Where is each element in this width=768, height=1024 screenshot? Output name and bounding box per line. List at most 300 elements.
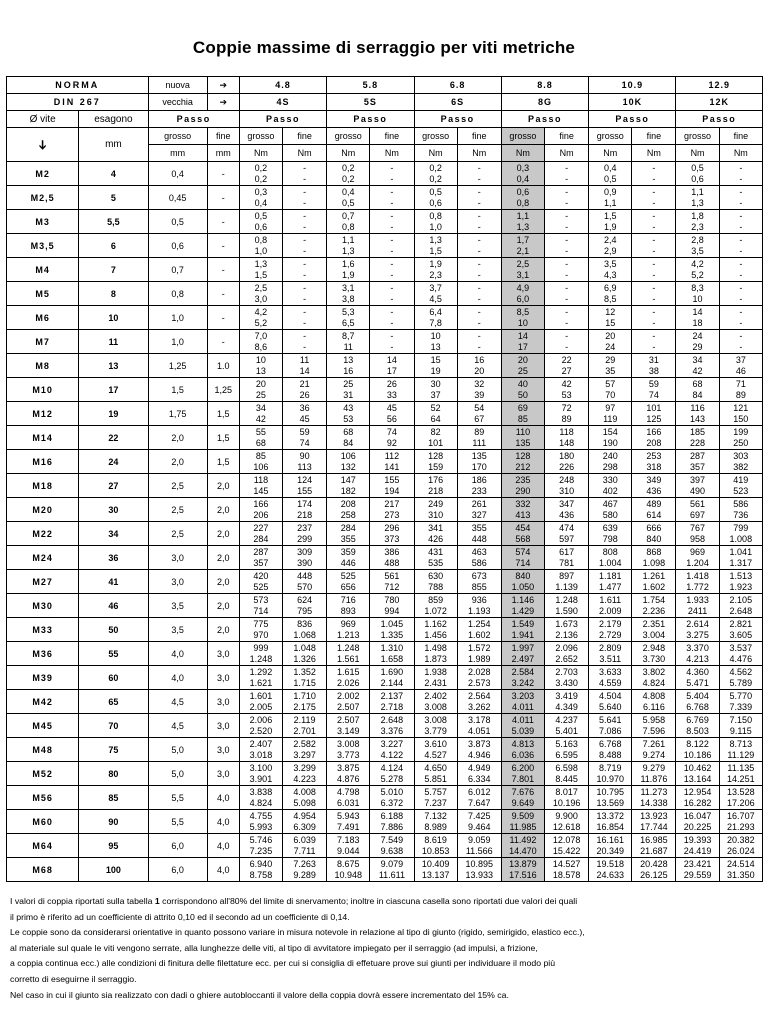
torque-value-mu014: 4,3 [603,269,617,280]
torque-value-mu010: 666 [646,522,662,533]
torque-value-mu010: - [565,186,569,197]
torque-value-mu010: - [739,282,743,293]
pitch-fine: - [207,162,239,186]
torque-value-mu010: 8.122 [686,738,709,749]
torque-cell [589,858,632,882]
class-nuova: 10.9 [589,77,676,94]
torque-cell [457,834,501,858]
torque-value-mu014: 1.193 [467,605,491,616]
torque-value-mu014: 570 [297,581,313,592]
pitch-fine: 4,0 [207,858,239,882]
torque-value-mu014: 1.326 [293,653,316,664]
screw-size: M3 [7,210,79,234]
torque-value-mu014: 2.520 [249,725,273,736]
torque-cell [327,714,370,738]
table-row [7,786,763,810]
unit-nm: Nm [545,145,589,162]
torque-cell [327,210,370,234]
pitch-coarse: 1,75 [148,402,207,426]
torque-cell [283,594,327,618]
torque-value-mu014: 3.262 [467,701,491,712]
torque-value-mu014: 1.477 [598,581,622,592]
torque-value-mu014: 4.011 [511,701,534,712]
torque-value-mu010: 1,1 [342,234,355,245]
torque-value-mu010: 454 [515,522,531,533]
torque-cell [545,186,589,210]
torque-cell [283,498,327,522]
torque-value-mu014: 3.149 [337,725,360,736]
torque-value-mu010: 155 [384,474,400,485]
torque-value-mu010: 2.584 [511,666,535,677]
torque-cell [545,810,589,834]
torque-value-mu010: 0,2 [429,162,442,173]
torque-cell [676,282,719,306]
torque-cell [545,450,589,474]
torque-value-mu010: 128 [515,450,531,461]
torque-cell [327,402,370,426]
class-nuova: 5.8 [327,77,414,94]
torque-value-mu010: 59 [299,426,310,437]
torque-value-mu014: 298 [602,461,618,472]
torque-value-mu014: 2.573 [467,677,491,688]
torque-value-mu014: 798 [602,533,618,544]
torque-value-mu010: 237 [297,522,313,533]
torque-value-mu010: 5.770 [729,690,753,701]
torque-value-mu010: 0,5 [429,186,442,197]
torque-cell [327,690,370,714]
torque-value-mu014: 5.471 [686,677,709,688]
hex-size: 80 [79,762,148,786]
torque-cell [589,498,632,522]
torque-cell [545,282,589,306]
torque-value-mu014: 357 [253,557,269,568]
torque-cell [632,330,676,354]
torque-value-mu010: - [477,186,481,197]
torque-value-mu010: 4.011 [511,714,534,725]
torque-cell [501,594,544,618]
torque-cell [327,570,370,594]
torque-value-mu014: 170 [471,461,487,472]
pitch-coarse: 3,0 [148,570,207,594]
vecchia-label: vecchia [148,94,207,111]
table-row [7,210,763,234]
screw-size: M16 [7,450,79,474]
torque-value-mu010: 13.879 [509,858,537,869]
torque-value-mu014: - [390,245,394,256]
torque-cell [676,714,719,738]
torque-cell [370,810,414,834]
table-row [7,450,763,474]
torque-value-mu014: 119 [603,413,618,424]
torque-value-mu010: - [739,258,743,269]
torque-value-mu010: 0,4 [603,162,617,173]
torque-value-mu014: 355 [340,533,356,544]
hex-size: 95 [79,834,148,858]
torque-cell [719,186,762,210]
torque-value-mu010: - [652,186,656,197]
torque-value-mu014: 535 [428,557,444,568]
torque-value-mu010: 4.954 [293,810,316,821]
pitch-coarse: 0,6 [148,234,207,258]
torque-cell [414,618,457,642]
torque-value-mu010: 617 [559,546,575,557]
torque-cell [676,858,719,882]
torque-cell [370,162,414,186]
torque-cell [239,714,282,738]
torque-value-mu014: 9.638 [380,845,404,856]
torque-value-mu014: 8,6 [254,341,268,352]
torque-value-mu010: 775 [253,618,269,629]
torque-cell [589,690,632,714]
torque-value-mu014: - [390,173,394,184]
torque-cell [545,306,589,330]
torque-value-mu010: - [739,210,743,221]
torque-value-mu014: 795 [297,605,313,616]
header-row-subcols [7,128,763,145]
torque-cell [676,186,719,210]
torque-value-mu010: 9.900 [555,810,578,821]
torque-value-mu014: 7.596 [642,725,666,736]
torque-value-mu014: 4.946 [467,749,491,760]
torque-value-mu010: 799 [733,522,749,533]
torque-value-mu010: - [390,162,394,173]
torque-value-mu014: - [652,173,656,184]
torque-value-mu014: - [477,293,481,304]
torque-cell [370,570,414,594]
torque-value-mu014: 568 [515,533,531,544]
torque-value-mu014: 1,1 [603,197,617,208]
screw-size: M8 [7,354,79,378]
table-row [7,402,763,426]
torque-cell [327,498,370,522]
torque-cell [457,330,501,354]
torque-cell [283,162,327,186]
torque-value-mu010: 3.873 [467,738,491,749]
torque-value-mu010: 4.124 [380,762,404,773]
class-vecchia: 10K [589,94,676,111]
torque-value-mu010: - [477,210,481,221]
torque-value-mu010: 118 [253,474,269,485]
torque-value-mu010: 24.514 [727,858,755,869]
torque-value-mu014: 4.824 [249,797,273,808]
torque-value-mu014: - [739,269,743,280]
screw-size: M52 [7,762,79,786]
torque-cell [239,306,282,330]
torque-value-mu014: 614 [646,509,662,520]
torque-value-mu010: 147 [340,474,356,485]
screw-size: M18 [7,474,79,498]
torque-value-mu014: 8.445 [555,773,578,784]
torque-cell [719,570,762,594]
torque-cell [283,810,327,834]
torque-value-mu010: 355 [471,522,487,533]
torque-value-mu010: 166 [253,498,269,509]
unit-nm: Nm [589,145,632,162]
unit-nm: Nm [632,145,676,162]
torque-value-mu014: 299 [297,533,313,544]
note-line [10,894,760,910]
torque-cell [719,210,762,234]
table-row [7,186,763,210]
torque-value-mu014: 3,0 [254,293,268,304]
torque-value-mu010: 11.135 [727,762,755,773]
torque-value-mu010: 217 [384,498,400,509]
torque-value-mu014: 13.164 [683,773,712,784]
diam-label: Ø vite [7,111,79,128]
torque-value-mu010: 97 [605,402,616,413]
torque-value-mu014: 125 [646,413,662,424]
torque-cell [501,282,544,306]
torque-cell [239,690,282,714]
torque-value-mu010: 574 [515,546,531,557]
torque-cell [545,234,589,258]
torque-value-mu014: - [303,317,307,328]
torque-cell [283,282,327,306]
torque-cell [545,666,589,690]
torque-cell [632,834,676,858]
pitch-coarse: 1,25 [148,354,207,378]
torque-value-mu010: 2.402 [424,690,447,701]
torque-value-mu014: 402 [602,485,618,496]
torque-value-mu010: 1.181 [598,570,622,581]
torque-cell [632,234,676,258]
torque-cell [283,210,327,234]
torque-cell [589,378,632,402]
torque-cell [327,378,370,402]
torque-value-mu010: 3.100 [249,762,273,773]
torque-value-mu010: 20.382 [727,834,755,845]
torque-value-mu010: 2.564 [467,690,491,701]
torque-cell [239,162,282,186]
torque-cell [676,762,719,786]
torque-cell [589,738,632,762]
torque-cell [719,354,762,378]
hex-size: 50 [79,618,148,642]
torque-value-mu014: 13.137 [421,869,450,880]
torque-value-mu010: 72 [561,402,572,413]
torque-value-mu014: 2.507 [337,701,360,712]
note-table-ref: 1 [154,896,160,906]
torque-value-mu014: 6.334 [467,773,491,784]
torque-cell [457,258,501,282]
torque-value-mu014: 14.251 [727,773,755,784]
esagono-label: esagono [79,111,148,128]
torque-value-mu010: 1,1 [516,210,530,221]
torque-cell [283,450,327,474]
torque-cell [370,858,414,882]
arrow-right-icon: ➔ [207,94,239,111]
torque-value-mu010: 124 [297,474,313,485]
torque-value-mu010: 716 [340,594,356,605]
torque-value-mu010: - [477,282,481,293]
torque-value-mu010: 4.813 [511,738,535,749]
torque-cell [327,234,370,258]
torque-value-mu010: 16.047 [683,810,712,821]
torque-value-mu014: 10.196 [552,797,581,808]
torque-value-mu014: 1.317 [729,557,753,568]
torque-cell [719,522,762,546]
torque-value-mu010: 1.997 [511,642,535,653]
torque-value-mu010: - [390,258,394,269]
torque-value-mu014: 16.854 [596,821,625,832]
torque-cell [676,690,719,714]
torque-value-mu014: 310 [559,485,575,496]
torque-value-mu014: 70 [605,389,616,400]
torque-value-mu014: 0,5 [603,173,617,184]
torque-value-mu010: 5.757 [424,786,447,797]
torque-value-mu010: 128 [428,450,444,461]
torque-cell [370,618,414,642]
torque-value-mu014: 2.729 [598,629,622,640]
torque-value-mu014: 11.566 [465,845,493,856]
torque-value-mu010: - [565,234,569,245]
torque-value-mu010: 4,9 [516,282,530,293]
table-row [7,666,763,690]
torque-value-mu010: - [303,162,307,173]
pitch-coarse: 2,5 [148,498,207,522]
torque-value-mu014: 24 [605,341,616,352]
torque-value-mu010: 3.633 [598,666,622,677]
torque-cell [676,474,719,498]
torque-value-mu014: 5,2 [691,269,704,280]
torque-value-mu014: 233 [471,485,487,496]
torque-value-mu014: 2.497 [511,653,535,664]
torque-value-mu010: 3.299 [293,762,316,773]
table-row [7,594,763,618]
torque-value-mu014: 4.349 [555,701,578,712]
torque-cell [457,522,501,546]
torque-value-mu014: 68 [255,437,266,448]
torque-cell [457,378,501,402]
torque-cell [457,714,501,738]
table-row [7,858,763,882]
torque-value-mu014: 1.008 [729,533,753,544]
torque-value-mu014: 218 [297,509,313,520]
torque-cell [589,594,632,618]
torque-value-mu010: 474 [559,522,575,533]
pitch-fine: 3,0 [207,738,239,762]
torque-value-mu014: 5.278 [380,773,404,784]
torque-cell [501,738,544,762]
torque-cell [545,570,589,594]
torque-cell [545,426,589,450]
table-row [7,690,763,714]
torque-value-mu014: - [477,341,481,352]
torque-value-mu014: 5.993 [249,821,273,832]
torque-cell [501,330,544,354]
screw-size: M7 [7,330,79,354]
torque-value-mu010: 12 [605,306,616,317]
torque-cell [457,738,501,762]
torque-value-mu010: 7.676 [511,786,535,797]
torque-cell [632,618,676,642]
torque-cell [545,210,589,234]
torque-value-mu014: 111 [472,437,487,448]
torque-value-mu010: 135 [471,450,487,461]
torque-value-mu014: 5.640 [598,701,622,712]
torque-value-mu010: 0,4 [342,186,355,197]
torque-cell [545,378,589,402]
torque-value-mu014: 24.419 [683,845,712,856]
torque-value-mu010: 13.372 [596,810,625,821]
torque-value-mu010: 4.798 [337,786,360,797]
passo-label: Passo [589,111,676,128]
torque-value-mu014: 7.801 [511,773,535,784]
torque-value-mu010: 7.183 [337,834,360,845]
note-line: Le coppie sono da considerarsi orientative in quanto possono variare in misura notevole in relazione al tipo di giunto (rigido, semirigido, elastico ecc.), [10,927,585,938]
torque-value-mu010: 2.809 [598,642,622,653]
torque-value-mu014: 11.985 [509,821,537,832]
torque-cell [501,786,544,810]
torque-value-mu014: 714 [253,605,269,616]
torque-value-mu010: - [303,234,307,245]
torque-value-mu010: 3,7 [429,282,442,293]
torque-cell [589,426,632,450]
torque-value-mu014: - [477,269,481,280]
torque-cell [545,714,589,738]
torque-cell [327,642,370,666]
torque-cell [589,186,632,210]
torque-cell [632,402,676,426]
torque-value-mu010: 4.650 [424,762,447,773]
torque-cell [632,306,676,330]
torque-value-mu014: - [565,245,569,256]
torque-value-mu010: 808 [602,546,618,557]
torque-value-mu010: 1.498 [424,642,447,653]
torque-value-mu010: 296 [384,522,400,533]
torque-value-mu014: 8.758 [249,869,273,880]
torque-cell [676,522,719,546]
torque-value-mu014: 2411 [687,605,708,616]
hex-size: 8 [79,282,148,306]
torque-value-mu014: 2.718 [380,701,404,712]
pitch-fine: 4,0 [207,834,239,858]
torque-cell [414,450,457,474]
torque-value-mu014: 2.431 [424,677,447,688]
torque-value-mu010: 0,8 [429,210,442,221]
torque-value-mu010: - [477,162,481,173]
torque-cell [370,834,414,858]
screw-size: M39 [7,666,79,690]
torque-value-mu010: 586 [733,498,749,509]
norma-label: NORMA [7,77,149,94]
unit-nm: Nm [283,145,327,162]
torque-value-mu010: 106 [340,450,356,461]
torque-value-mu010: - [390,306,394,317]
torque-value-mu014: 21.687 [640,845,668,856]
torque-value-mu014: 17 [386,365,397,376]
torque-value-mu014: 9.289 [293,869,316,880]
pitch-fine: 2,0 [207,570,239,594]
torque-value-mu010: 5.163 [555,738,578,749]
hex-size: 6 [79,234,148,258]
torque-value-mu010: 561 [384,570,400,581]
torque-value-mu014: 159 [428,461,444,472]
torque-value-mu010: - [303,306,307,317]
table-row [7,378,763,402]
torque-cell [719,546,762,570]
torque-value-mu014: 0,8 [516,197,530,208]
torque-value-mu010: 10.895 [465,858,494,869]
torque-value-mu014: 14 [299,365,310,376]
torque-value-mu010: 1.352 [293,666,316,677]
torque-cell [370,642,414,666]
torque-value-mu010: 6.200 [511,762,535,773]
torque-value-mu010: 2.821 [729,618,753,629]
torque-value-mu014: 8.503 [686,725,709,736]
torque-cell [327,282,370,306]
torque-value-mu014: 29 [692,341,703,352]
